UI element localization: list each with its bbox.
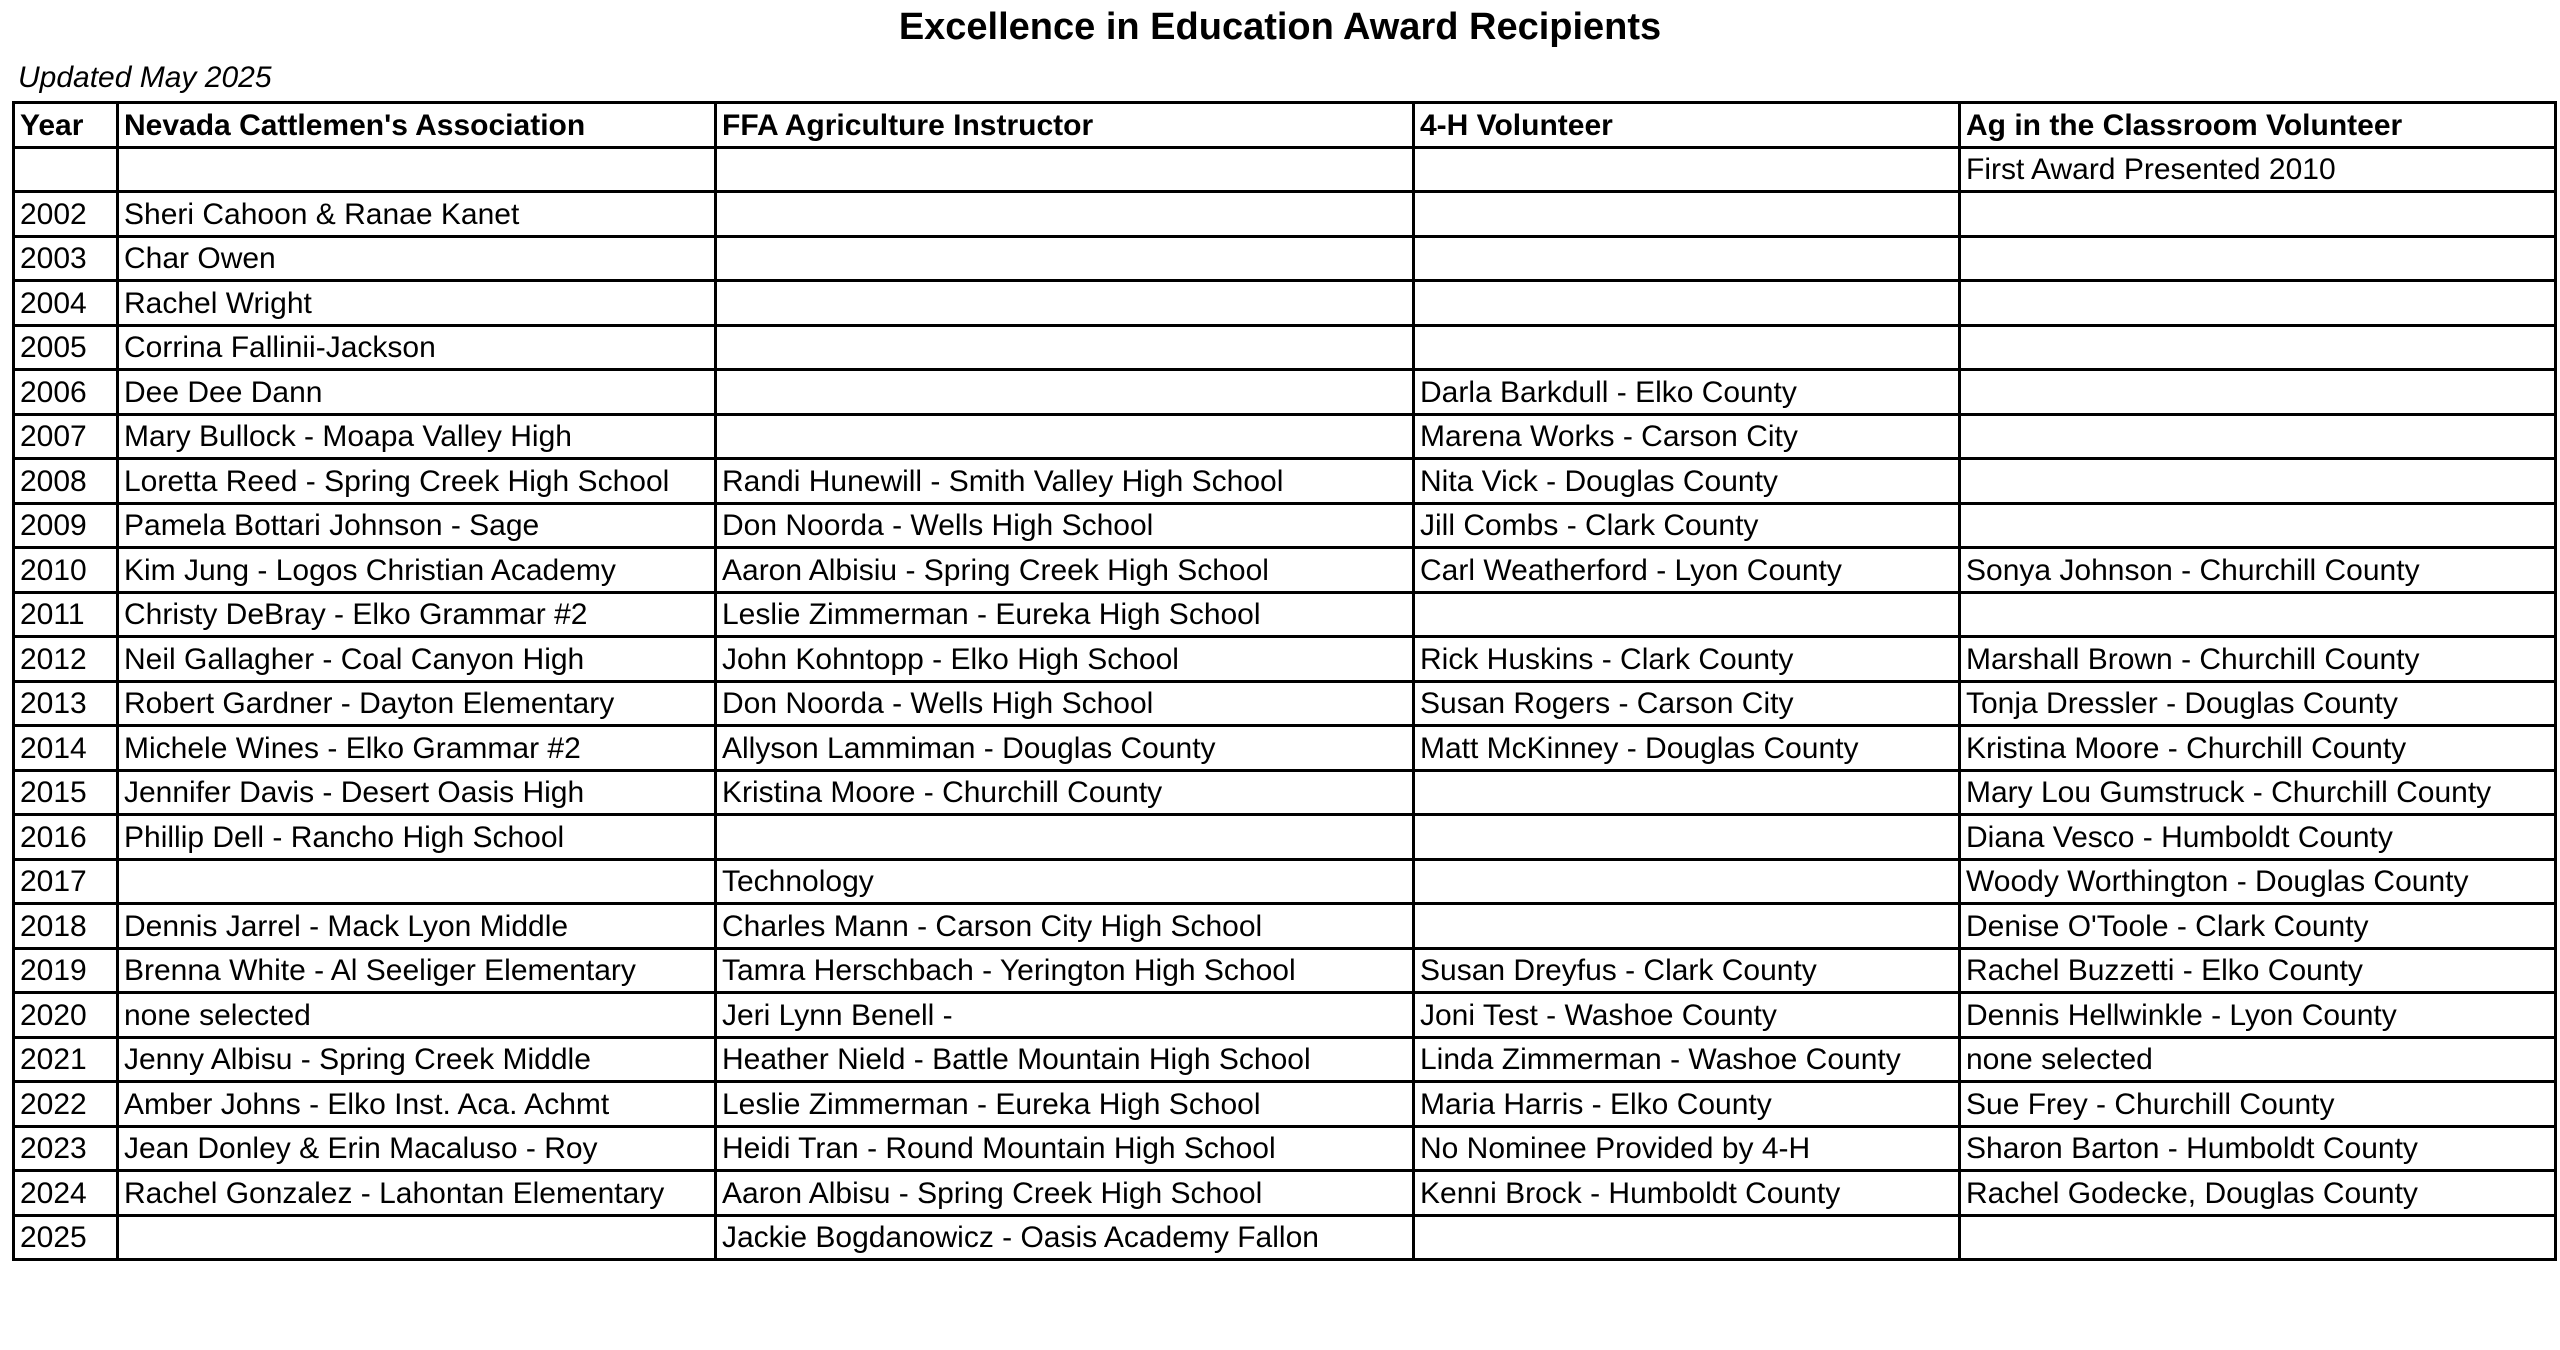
year-cell: 2011 <box>14 592 118 637</box>
year-cell: 2019 <box>14 948 118 993</box>
table-row <box>14 993 2556 1038</box>
4h-cell <box>1414 236 1960 281</box>
nca-cell: Robert Gardner - Dayton Elementary <box>118 681 716 726</box>
aitc-cell: Woody Worthington - Douglas County <box>1960 859 2556 904</box>
nca-cell: Sheri Cahoon & Ranae Kanet <box>118 192 716 237</box>
4h-cell <box>1414 1215 1960 1260</box>
year-cell: 2006 <box>14 370 118 415</box>
ffa-cell <box>716 236 1414 281</box>
aitc-cell: Mary Lou Gumstruck - Churchill County <box>1960 770 2556 815</box>
ffa-cell: Leslie Zimmerman - Eureka High School <box>716 592 1414 637</box>
aitc-cell <box>1960 592 2556 637</box>
header-row <box>14 103 2556 148</box>
table-row <box>14 236 2556 281</box>
column-header-4h: 4-H Volunteer <box>1414 103 1960 148</box>
year-cell: 2018 <box>14 904 118 949</box>
table-row <box>14 281 2556 326</box>
aitc-cell: Marshall Brown - Churchill County <box>1960 637 2556 682</box>
table-row <box>14 503 2556 548</box>
aitc-cell <box>1960 1215 2556 1260</box>
table-body <box>14 147 2556 1260</box>
ffa-cell: Leslie Zimmerman - Eureka High School <box>716 1082 1414 1127</box>
year-cell: 2025 <box>14 1215 118 1260</box>
year-cell: 2013 <box>14 681 118 726</box>
year-cell: 2005 <box>14 325 118 370</box>
aitc-cell <box>1960 325 2556 370</box>
nca-cell: Corrina Fallinii-Jackson <box>118 325 716 370</box>
aitc-cell: Sue Frey - Churchill County <box>1960 1082 2556 1127</box>
aitc-cell: Sonya Johnson - Churchill County <box>1960 548 2556 593</box>
nca-cell: Pamela Bottari Johnson - Sage <box>118 503 716 548</box>
ffa-cell <box>716 815 1414 860</box>
4h-cell <box>1414 815 1960 860</box>
4h-cell: Linda Zimmerman - Washoe County <box>1414 1037 1960 1082</box>
awards-table <box>12 101 2557 1261</box>
ffa-cell: Jeri Lynn Benell - <box>716 993 1414 1038</box>
nca-cell: Dennis Jarrel - Mack Lyon Middle <box>118 904 716 949</box>
4h-cell <box>1414 904 1960 949</box>
year-cell: 2004 <box>14 281 118 326</box>
nca-cell: Jennifer Davis - Desert Oasis High <box>118 770 716 815</box>
year-cell: 2016 <box>14 815 118 860</box>
updated-note: Updated May 2025 <box>18 61 272 94</box>
table-row <box>14 770 2556 815</box>
aitc-cell <box>1960 414 2556 459</box>
nca-cell: Jenny Albisu - Spring Creek Middle <box>118 1037 716 1082</box>
year-cell: 2009 <box>14 503 118 548</box>
ffa-cell: Heidi Tran - Round Mountain High School <box>716 1126 1414 1171</box>
year-cell <box>14 147 118 192</box>
4h-cell <box>1414 147 1960 192</box>
aitc-cell: Rachel Godecke, Douglas County <box>1960 1171 2556 1216</box>
aitc-cell <box>1960 370 2556 415</box>
nca-cell <box>118 147 716 192</box>
table-row <box>14 459 2556 504</box>
4h-cell <box>1414 859 1960 904</box>
nca-cell: Michele Wines - Elko Grammar #2 <box>118 726 716 771</box>
aitc-cell <box>1960 459 2556 504</box>
4h-cell: Susan Dreyfus - Clark County <box>1414 948 1960 993</box>
table-row <box>14 1126 2556 1171</box>
4h-cell: Darla Barkdull - Elko County <box>1414 370 1960 415</box>
nca-cell: Mary Bullock - Moapa Valley High <box>118 414 716 459</box>
nca-cell: Char Owen <box>118 236 716 281</box>
column-header-aitc: Ag in the Classroom Volunteer <box>1960 103 2556 148</box>
aitc-cell: Dennis Hellwinkle - Lyon County <box>1960 993 2556 1038</box>
year-cell: 2015 <box>14 770 118 815</box>
year-cell: 2022 <box>14 1082 118 1127</box>
table-row <box>14 859 2556 904</box>
ffa-cell: Heather Nield - Battle Mountain High School <box>716 1037 1414 1082</box>
ffa-cell: Tamra Herschbach - Yerington High School <box>716 948 1414 993</box>
year-cell: 2020 <box>14 993 118 1038</box>
aitc-cell <box>1960 281 2556 326</box>
4h-cell: Carl Weatherford - Lyon County <box>1414 548 1960 593</box>
column-header-year: Year <box>14 103 118 148</box>
ffa-cell: Aaron Albisiu - Spring Creek High School <box>716 548 1414 593</box>
nca-cell: Loretta Reed - Spring Creek High School <box>118 459 716 504</box>
table-row <box>14 1082 2556 1127</box>
ffa-cell: John Kohntopp - Elko High School <box>716 637 1414 682</box>
table-row <box>14 1215 2556 1260</box>
ffa-cell: Jackie Bogdanowicz - Oasis Academy Fallon <box>716 1215 1414 1260</box>
4h-cell: Marena Works - Carson City <box>1414 414 1960 459</box>
aitc-cell: Sharon Barton - Humboldt County <box>1960 1126 2556 1171</box>
year-cell: 2007 <box>14 414 118 459</box>
table-row <box>14 147 2556 192</box>
table-row <box>14 370 2556 415</box>
ffa-cell <box>716 370 1414 415</box>
table-row <box>14 948 2556 993</box>
year-cell: 2008 <box>14 459 118 504</box>
4h-cell: Joni Test - Washoe County <box>1414 993 1960 1038</box>
ffa-cell: Technology <box>716 859 1414 904</box>
4h-cell <box>1414 770 1960 815</box>
ffa-cell <box>716 192 1414 237</box>
aitc-cell: Denise O'Toole - Clark County <box>1960 904 2556 949</box>
ffa-cell <box>716 147 1414 192</box>
4h-cell <box>1414 325 1960 370</box>
year-cell: 2021 <box>14 1037 118 1082</box>
aitc-cell: none selected <box>1960 1037 2556 1082</box>
year-cell: 2003 <box>14 236 118 281</box>
table-row <box>14 548 2556 593</box>
year-cell: 2014 <box>14 726 118 771</box>
4h-cell: Matt McKinney - Douglas County <box>1414 726 1960 771</box>
page-title: Excellence in Education Award Recipients <box>898 6 1662 48</box>
table-row <box>14 681 2556 726</box>
year-cell: 2024 <box>14 1171 118 1216</box>
ffa-cell: Charles Mann - Carson City High School <box>716 904 1414 949</box>
ffa-cell <box>716 414 1414 459</box>
aitc-cell: Tonja Dressler - Douglas County <box>1960 681 2556 726</box>
year-cell: 2017 <box>14 859 118 904</box>
table-row <box>14 414 2556 459</box>
table-row <box>14 637 2556 682</box>
nca-cell: Neil Gallagher - Coal Canyon High <box>118 637 716 682</box>
ffa-cell: Allyson Lammiman - Douglas County <box>716 726 1414 771</box>
4h-cell: Maria Harris - Elko County <box>1414 1082 1960 1127</box>
table-row <box>14 726 2556 771</box>
nca-cell: Christy DeBray - Elko Grammar #2 <box>118 592 716 637</box>
aitc-cell: Rachel Buzzetti - Elko County <box>1960 948 2556 993</box>
nca-cell: Amber Johns - Elko Inst. Aca. Achmt <box>118 1082 716 1127</box>
nca-cell <box>118 859 716 904</box>
table-row <box>14 1037 2556 1082</box>
4h-cell: Nita Vick - Douglas County <box>1414 459 1960 504</box>
ffa-cell: Aaron Albisu - Spring Creek High School <box>716 1171 1414 1216</box>
table-row <box>14 192 2556 237</box>
nca-cell: Dee Dee Dann <box>118 370 716 415</box>
table-row <box>14 1171 2556 1216</box>
4h-cell: Rick Huskins - Clark County <box>1414 637 1960 682</box>
ffa-cell: Don Noorda - Wells High School <box>716 503 1414 548</box>
nca-cell: Brenna White - Al Seeliger Elementary <box>118 948 716 993</box>
column-header-ffa: FFA Agriculture Instructor <box>716 103 1414 148</box>
year-cell: 2010 <box>14 548 118 593</box>
nca-cell: Jean Donley & Erin Macaluso - Roy <box>118 1126 716 1171</box>
4h-cell: No Nominee Provided by 4-H <box>1414 1126 1960 1171</box>
ffa-cell: Kristina Moore - Churchill County <box>716 770 1414 815</box>
aitc-cell: Diana Vesco - Humboldt County <box>1960 815 2556 860</box>
ffa-cell <box>716 325 1414 370</box>
ffa-cell: Don Noorda - Wells High School <box>716 681 1414 726</box>
nca-cell: Rachel Wright <box>118 281 716 326</box>
4h-cell <box>1414 281 1960 326</box>
nca-cell: none selected <box>118 993 716 1038</box>
year-cell: 2023 <box>14 1126 118 1171</box>
aitc-cell <box>1960 503 2556 548</box>
4h-cell: Kenni Brock - Humboldt County <box>1414 1171 1960 1216</box>
year-cell: 2002 <box>14 192 118 237</box>
ffa-cell <box>716 281 1414 326</box>
aitc-cell <box>1960 192 2556 237</box>
year-cell: 2012 <box>14 637 118 682</box>
nca-cell <box>118 1215 716 1260</box>
4h-cell: Susan Rogers - Carson City <box>1414 681 1960 726</box>
table-row <box>14 592 2556 637</box>
column-header-nca: Nevada Cattlemen's Association <box>118 103 716 148</box>
nca-cell: Phillip Dell - Rancho High School <box>118 815 716 860</box>
4h-cell: Jill Combs - Clark County <box>1414 503 1960 548</box>
4h-cell <box>1414 592 1960 637</box>
table-row <box>14 904 2556 949</box>
4h-cell <box>1414 192 1960 237</box>
table-row <box>14 815 2556 860</box>
ffa-cell: Randi Hunewill - Smith Valley High School <box>716 459 1414 504</box>
aitc-cell <box>1960 236 2556 281</box>
aitc-cell: Kristina Moore - Churchill County <box>1960 726 2556 771</box>
nca-cell: Rachel Gonzalez - Lahontan Elementary <box>118 1171 716 1216</box>
table-row <box>14 325 2556 370</box>
aitc-cell: First Award Presented 2010 <box>1960 147 2556 192</box>
nca-cell: Kim Jung - Logos Christian Academy <box>118 548 716 593</box>
